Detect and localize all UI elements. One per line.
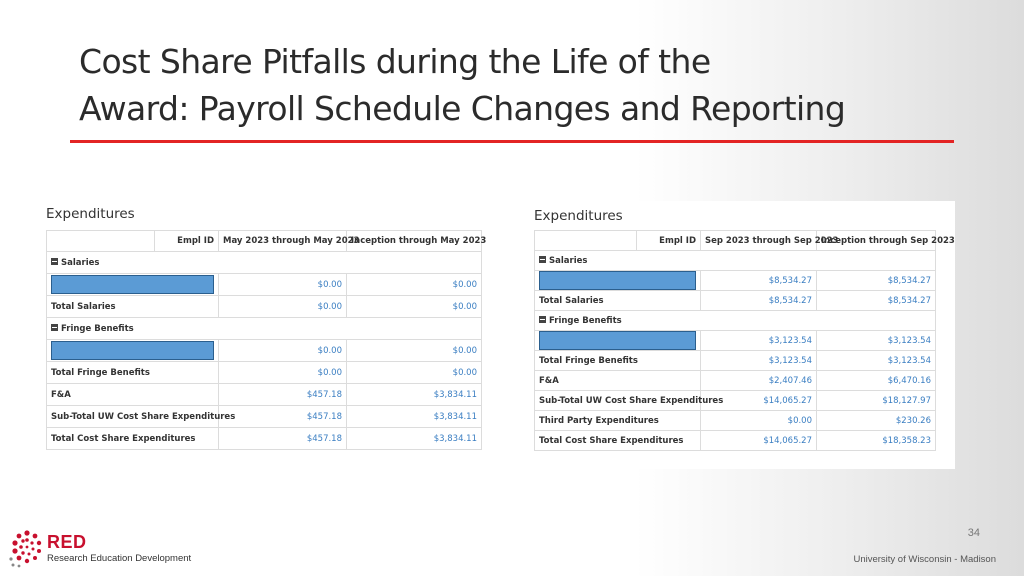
row-label: Sub-Total UW Cost Share Expenditures [535, 391, 701, 411]
table-header-row [535, 231, 936, 251]
period-value: $3,123.54 [701, 351, 817, 371]
period-value: $2,407.46 [701, 371, 817, 391]
row-label: Third Party Expenditures [535, 411, 701, 431]
period-value: $0.00 [219, 274, 347, 296]
dot-circle-logo-icon [9, 529, 45, 569]
title-underline [70, 140, 954, 143]
inception-value: $3,834.11 [347, 384, 482, 406]
redacted-employee-box [51, 341, 214, 360]
row-label: Total Cost Share Expenditures [47, 428, 219, 450]
inception-value: $3,123.54 [817, 331, 936, 351]
table-row [535, 271, 936, 291]
period-value: $0.00 [701, 411, 817, 431]
inception-value: $18,127.97 [817, 391, 936, 411]
inception-value: $0.00 [347, 362, 482, 384]
inception-value: $0.00 [347, 340, 482, 362]
table-row [47, 384, 482, 406]
panel-heading: Expenditures [46, 206, 135, 222]
title-line-2: Award: Payroll Schedule Changes and Reporting [79, 89, 846, 128]
row-label: Total Fringe Benefits [47, 362, 219, 384]
inception-value: $0.00 [347, 296, 482, 318]
redacted-employee-box [539, 331, 696, 350]
collapse-icon[interactable] [51, 324, 58, 331]
inception-value: $8,534.27 [817, 291, 936, 311]
period-value: $0.00 [219, 362, 347, 384]
period-value: $457.18 [219, 384, 347, 406]
section-label: Fringe Benefits [549, 315, 622, 326]
redacted-employee-box [539, 271, 696, 290]
logo-subtitle: Research Education Development [47, 553, 192, 564]
title-line-1: Cost Share Pitfalls during the Life of the [79, 42, 711, 81]
inception-value: $230.26 [817, 411, 936, 431]
row-label: Total Salaries [535, 291, 701, 311]
period-value: $0.00 [219, 296, 347, 318]
table-row [535, 351, 936, 371]
table-row [47, 296, 482, 318]
column-header-empl-id: Empl ID [155, 231, 219, 252]
inception-value: $8,534.27 [817, 271, 936, 291]
table-row [535, 331, 936, 351]
table-row [47, 406, 482, 428]
column-header [535, 231, 637, 251]
period-value: $14,065.27 [701, 431, 817, 451]
column-header-empl-id: Empl ID [637, 231, 701, 251]
table-row [535, 371, 936, 391]
row-label: F&A [47, 384, 219, 406]
expenditures-table [534, 230, 955, 451]
table-row [47, 362, 482, 384]
section-row-fringe[interactable] [535, 311, 936, 331]
period-value: $14,065.27 [701, 391, 817, 411]
column-header-inception: Inception through May 2023 [347, 231, 482, 252]
table-row [535, 431, 936, 451]
redacted-employee-box [51, 275, 214, 294]
inception-value: $3,123.54 [817, 351, 936, 371]
footer-organization: University of Wisconsin - Madison [853, 554, 996, 565]
period-value: $8,534.27 [701, 271, 817, 291]
table-row [535, 391, 936, 411]
inception-value: $18,358.23 [817, 431, 936, 451]
section-label: Salaries [549, 255, 588, 266]
inception-value: $3,834.11 [347, 428, 482, 450]
section-label: Fringe Benefits [61, 323, 134, 334]
column-header-inception: Inception through Sep 2023 [817, 231, 936, 251]
column-header-period: May 2023 through May 2023 [219, 231, 347, 252]
period-value: $457.18 [219, 406, 347, 428]
expenditures-table [46, 230, 487, 450]
table-row [47, 428, 482, 450]
table-row [535, 291, 936, 311]
expenditures-panel-sep [520, 201, 955, 469]
inception-value: $3,834.11 [347, 406, 482, 428]
period-value: $457.18 [219, 428, 347, 450]
table-row [47, 274, 482, 296]
red-logo [9, 529, 199, 569]
section-row-salaries[interactable] [535, 251, 936, 271]
inception-value: $6,470.16 [817, 371, 936, 391]
page-number: 34 [967, 527, 980, 539]
collapse-icon[interactable] [539, 316, 546, 323]
period-value: $8,534.27 [701, 291, 817, 311]
section-row-salaries[interactable] [47, 252, 482, 274]
column-header-period: Sep 2023 through Sep 2023 [701, 231, 817, 251]
row-label: Total Cost Share Expenditures [535, 431, 701, 451]
table-header-row [47, 231, 482, 252]
period-value: $0.00 [219, 340, 347, 362]
table-row [47, 340, 482, 362]
section-label: Salaries [61, 257, 100, 268]
slide-title [79, 38, 959, 132]
section-row-fringe[interactable] [47, 318, 482, 340]
collapse-icon[interactable] [51, 258, 58, 265]
column-header [47, 231, 155, 252]
table-row [535, 411, 936, 431]
row-label: F&A [535, 371, 701, 391]
row-label: Total Salaries [47, 296, 219, 318]
inception-value: $0.00 [347, 274, 482, 296]
panel-heading: Expenditures [534, 208, 623, 224]
period-value: $3,123.54 [701, 331, 817, 351]
collapse-icon[interactable] [539, 256, 546, 263]
row-label: Total Fringe Benefits [535, 351, 701, 371]
expenditures-panel-may [38, 197, 489, 465]
row-label: Sub-Total UW Cost Share Expenditures [47, 406, 219, 428]
logo-name: RED [47, 532, 87, 552]
